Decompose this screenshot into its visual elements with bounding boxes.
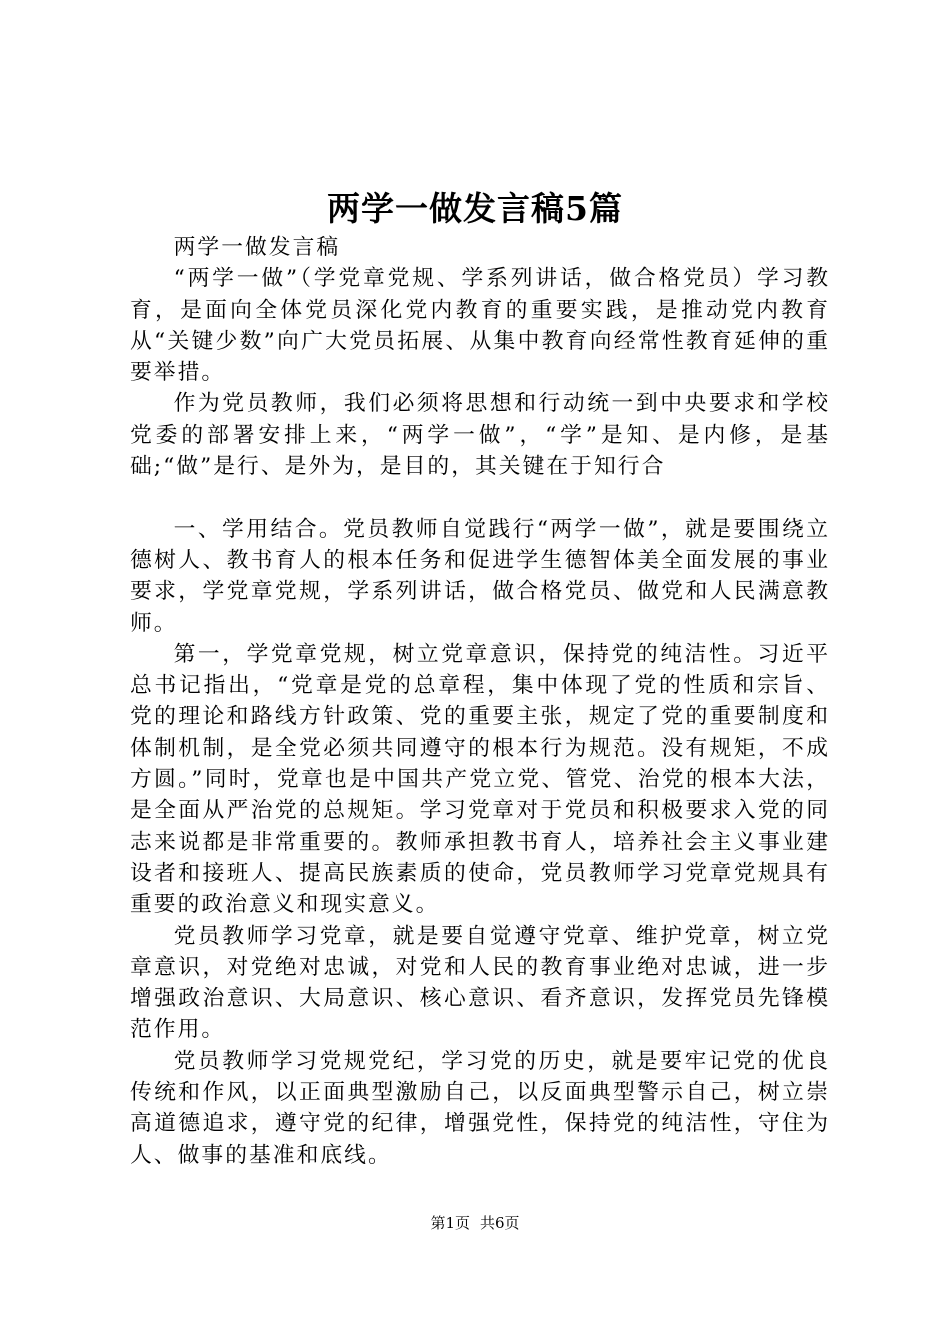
paragraph-teacher-role: 作为党员教师，我们必须将思想和行动统一到中央要求和学校党委的部署安排上来，“两学一做”，“学”是知、是内修，是基础;“做”是行、是外为，是目的，其关键在于知行合 [130,391,830,480]
paragraph-study-rules: 党员教师学习党规党纪，学习党的历史，就是要牢记党的优良传统和作风，以正面典型激励自己，以反面典型警示自己，树立崇高道德追求，遵守党的纪律，增强党性，保持党的纯洁性，守住为人、做事的基准和底线。 [130,1048,830,1168]
paragraph-intro: “两学一做”（学党章党规、学系列讲话，做合格党员）学习教育，是面向全体党员深化党内教育的重要实践，是推动党内教育从“关键少数”向广大党员拓展、从集中教育向经常性教育延伸的重要举措。 [130,266,830,386]
paragraph-first-point: 第一，学党章党规，树立党章意识，保持党的纯洁性。习近平总书记指出，“党章是党的总章程，集中体现了党的性质和宗旨、党的理论和路线方针政策、党的重要主张，规定了党的重要制度和体制机制，是全党必须共同遵守的根本行为规范。没有规矩，不成方圆。”同时，党章也是中国共产党立党、管党、治党的根本大法，是全面从严治党的总规矩。学习党章对于党员和积极要求入党的同志来说都是非常重要的。教师承担教书育人，培养社会主义事业建设者和接班人、提高民族素质的使命，党员教师学习党章党规具有重要的政治意义和现实意义。 [130,641,830,918]
paragraph-study-charter: 党员教师学习党章，就是要自觉遵守党章、维护党章，树立党章意识，对党绝对忠诚，对党和人民的教育事业绝对忠诚，进一步增强政治意识、大局意识、核心意识、看齐意识，发挥党员先锋模范作用。 [130,923,830,1043]
page-total: 共6页 [480,1214,520,1232]
blank-line [130,482,830,513]
page-footer [0,1212,950,1234]
document-body [130,232,830,1171]
document-title: 两学一做发言稿5篇 [327,189,623,228]
paragraph-section-one: 一、学用结合。党员教师自觉践行“两学一做”，就是要围绕立德树人、教书育人的根本任务和促进学生德智体美全面发展的事业要求，学党章党规，学系列讲话，做合格党员、做党和人民满意教师。 [130,516,830,636]
paragraph-subtitle: 两学一做发言稿 [173,235,341,260]
page-number: 第1页 [430,1214,470,1232]
